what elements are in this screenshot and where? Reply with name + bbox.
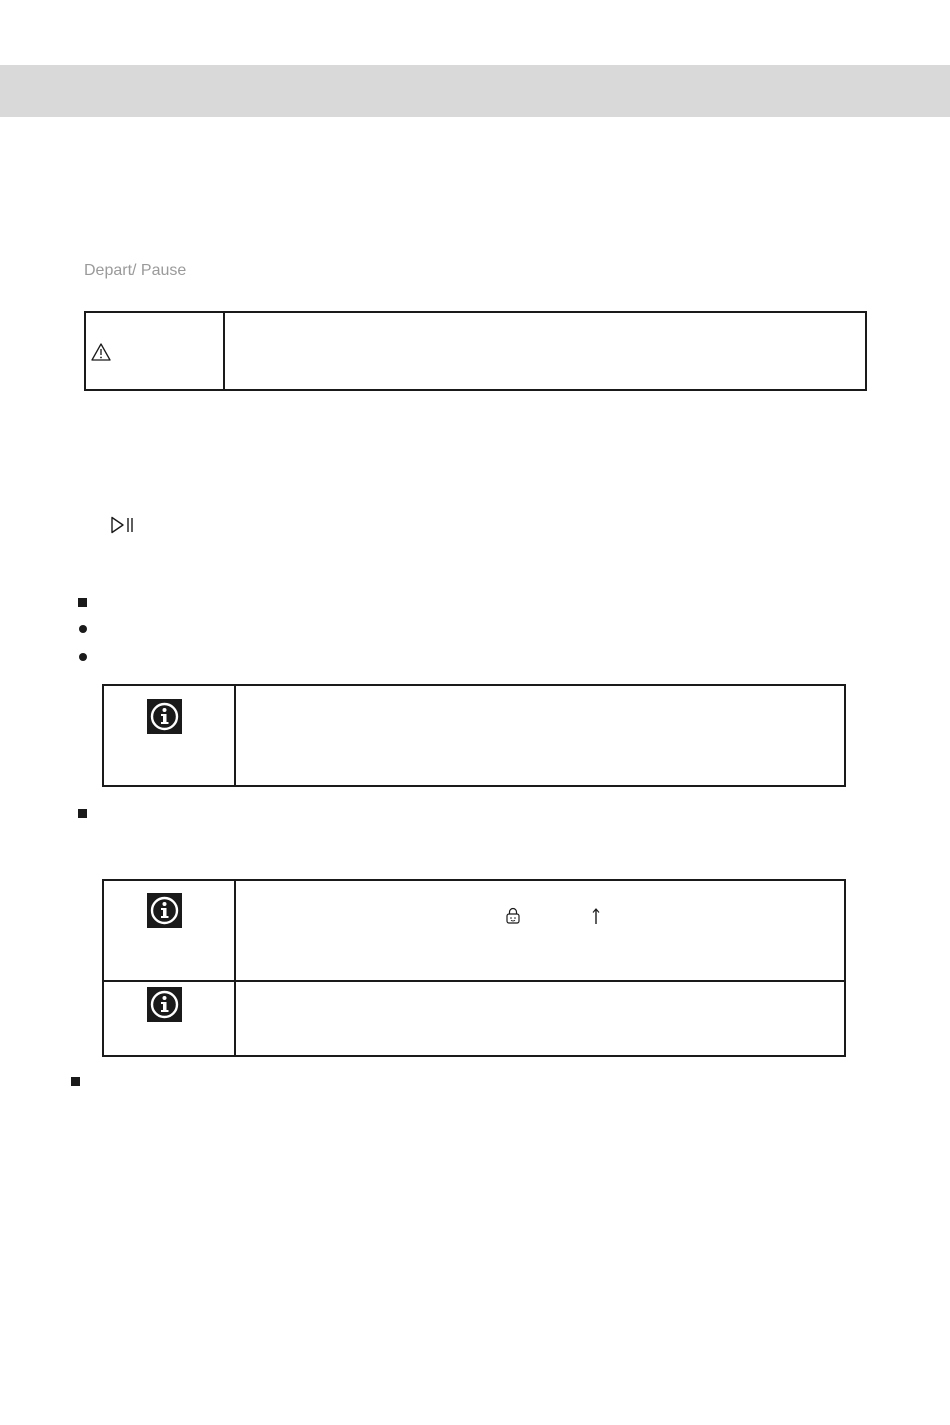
square-bullet [78,598,87,607]
warning-box [84,311,867,391]
square-bullet [71,1077,80,1086]
info-icon [147,893,182,928]
child-lock-icon [505,907,521,924]
round-bullet [79,653,87,661]
section-heading: Depart/ Pause [84,262,187,279]
round-bullet [79,625,87,633]
square-bullet [78,809,87,818]
info-icon [147,987,182,1022]
warning-triangle-icon [91,343,111,361]
info-icon [147,699,182,734]
info-note-box-double [102,879,846,1057]
play-pause-icon [110,516,136,534]
info-note-box [102,684,846,787]
header-band [0,65,950,117]
arrow-up-icon [591,907,601,925]
